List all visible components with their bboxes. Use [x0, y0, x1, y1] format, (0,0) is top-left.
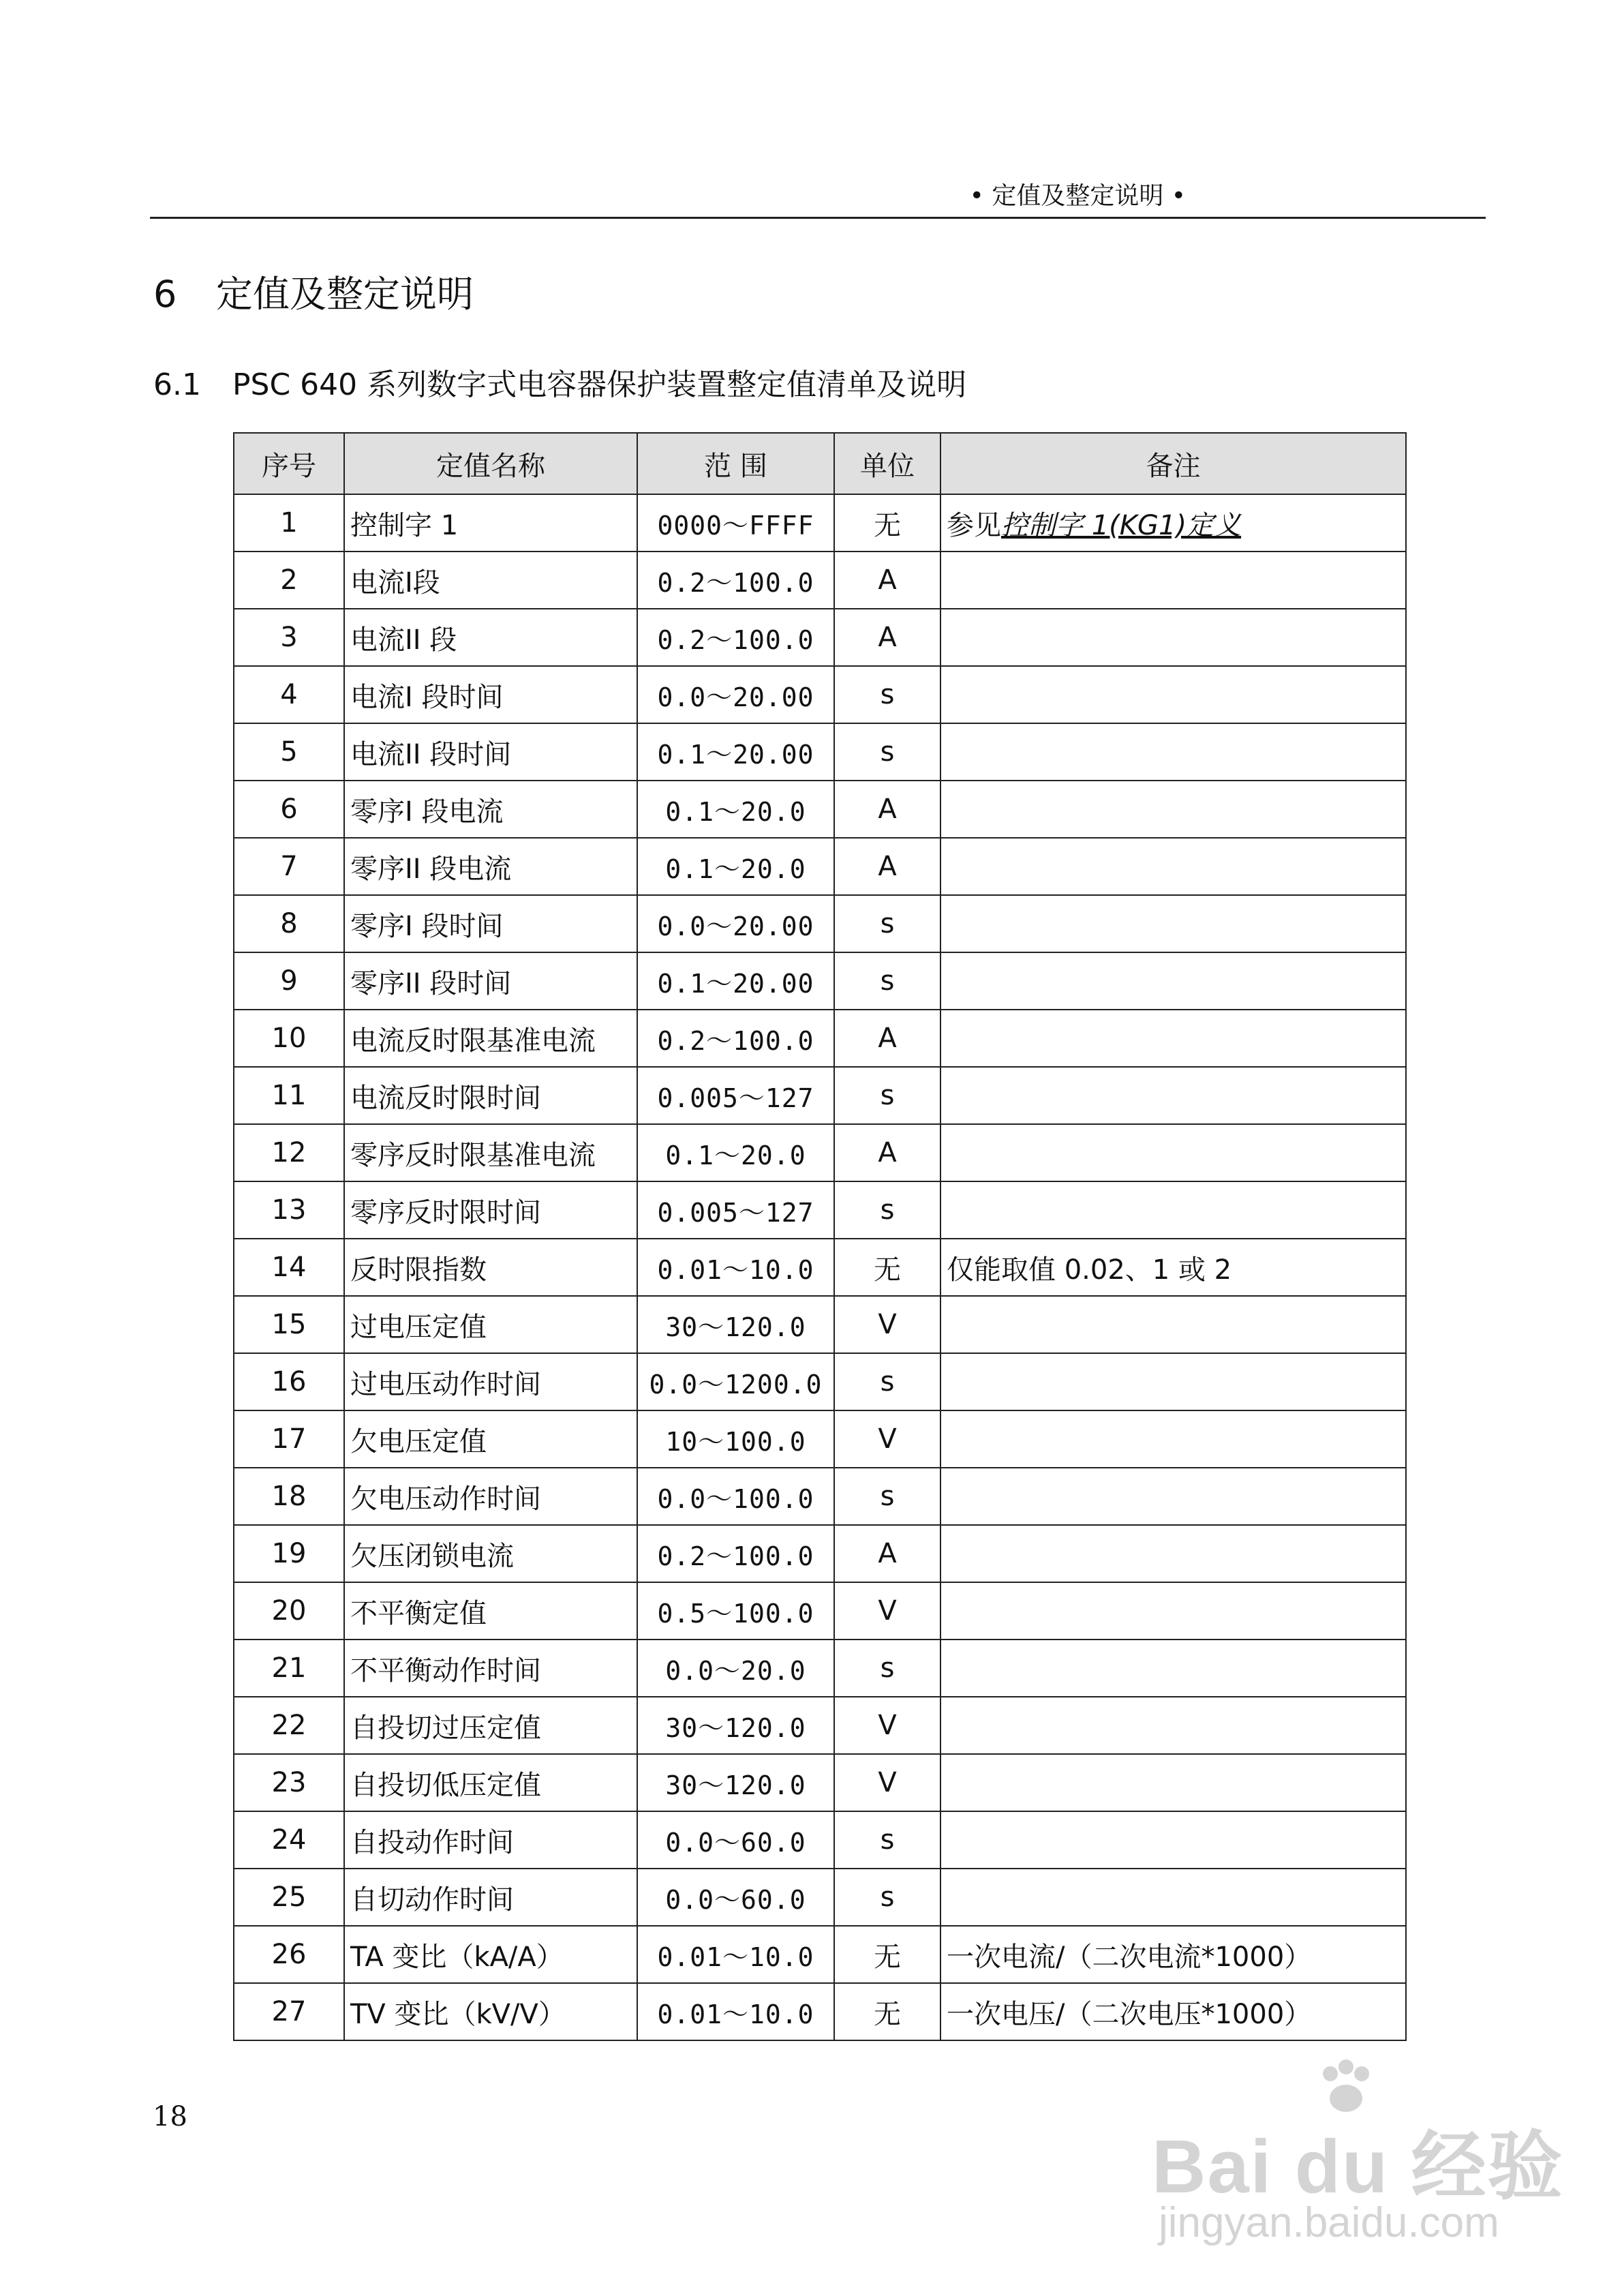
setting-name: 电流I 段时间: [344, 666, 637, 723]
row-number: 10: [234, 1010, 344, 1067]
setting-note: [940, 895, 1406, 952]
setting-note: [940, 1754, 1406, 1811]
setting-range: 30～120.0: [637, 1296, 834, 1353]
setting-range: 0.0～1200.0: [637, 1353, 834, 1410]
setting-name: 控制字 1: [344, 494, 637, 552]
setting-range: 0.005～127: [637, 1181, 834, 1239]
setting-range: 0.1～20.00: [637, 952, 834, 1010]
setting-unit: 无: [834, 494, 940, 552]
setting-note: 仅能取值 0.02、1 或 2: [940, 1239, 1406, 1296]
table-row: [234, 1754, 1406, 1811]
subsection-title-text: PSC 640 系列数字式电容器保护装置整定值清单及说明: [232, 367, 967, 402]
table-row: [234, 1010, 1406, 1067]
table-row: [234, 895, 1406, 952]
table-row: [234, 1239, 1406, 1296]
row-number: 4: [234, 666, 344, 723]
setting-note: [940, 1468, 1406, 1525]
column-header-note: 备注: [940, 433, 1406, 494]
section-number: 6: [153, 273, 177, 316]
setting-range: 0.1～20.00: [637, 723, 834, 781]
setting-range: 0.2～100.0: [637, 1525, 834, 1582]
table-row: [234, 1983, 1406, 2040]
table-row: [234, 1697, 1406, 1754]
setting-name: TA 变比（kA/A）: [344, 1926, 637, 1983]
running-header: • 定值及整定说明 •: [969, 182, 1186, 210]
row-number: 17: [234, 1410, 344, 1468]
setting-name: 过电压定值: [344, 1296, 637, 1353]
setting-note: 一次电流/（二次电流*1000）: [940, 1926, 1406, 1983]
setting-name: 零序I 段时间: [344, 895, 637, 952]
row-number: 14: [234, 1239, 344, 1296]
row-number: 26: [234, 1926, 344, 1983]
setting-note: [940, 552, 1406, 609]
page-number: 18: [153, 2101, 187, 2132]
row-number: 8: [234, 895, 344, 952]
row-number: 18: [234, 1468, 344, 1525]
row-number: 20: [234, 1582, 344, 1640]
setting-unit: A: [834, 838, 940, 895]
row-number: 12: [234, 1124, 344, 1181]
setting-note: 一次电压/（二次电压*1000）: [940, 1983, 1406, 2040]
setting-range: 0.0～20.00: [637, 895, 834, 952]
setting-unit: A: [834, 1124, 940, 1181]
setting-unit: 无: [834, 1926, 940, 1983]
setting-note: [940, 1640, 1406, 1697]
setting-note: [940, 1067, 1406, 1124]
setting-name: 反时限指数: [344, 1239, 637, 1296]
setting-unit: s: [834, 1468, 940, 1525]
setting-name: 欠电压定值: [344, 1410, 637, 1468]
column-header-name: 定值名称: [344, 433, 637, 494]
setting-note: [940, 952, 1406, 1010]
row-number: 27: [234, 1983, 344, 2040]
setting-unit: s: [834, 666, 940, 723]
setting-unit: s: [834, 1869, 940, 1926]
table-row: [234, 1124, 1406, 1181]
table-row: [234, 1353, 1406, 1410]
setting-note: [940, 666, 1406, 723]
subsection-title: [153, 361, 966, 409]
setting-note: [940, 1124, 1406, 1181]
setting-unit: V: [834, 1296, 940, 1353]
table-row: [234, 1640, 1406, 1697]
watermark-brand: Bai du 经验: [1152, 2125, 1564, 2209]
table-row: [234, 1926, 1406, 1983]
setting-name: 电流反时限基准电流: [344, 1010, 637, 1067]
settings-table: [233, 432, 1407, 2041]
setting-range: 0.2～100.0: [637, 609, 834, 666]
setting-unit: V: [834, 1754, 940, 1811]
setting-range: 0.1～20.0: [637, 838, 834, 895]
setting-note: [940, 609, 1406, 666]
header-rule: [150, 217, 1486, 219]
setting-note: [940, 1353, 1406, 1410]
setting-name: 零序II 段时间: [344, 952, 637, 1010]
table-row: [234, 1410, 1406, 1468]
subsection-number: 6.1: [153, 367, 201, 402]
setting-unit: s: [834, 1353, 940, 1410]
setting-name: 自投切低压定值: [344, 1754, 637, 1811]
setting-note: [940, 1525, 1406, 1582]
setting-note: [940, 1410, 1406, 1468]
setting-range: 0.0～100.0: [637, 1468, 834, 1525]
setting-unit: V: [834, 1582, 940, 1640]
setting-unit: A: [834, 609, 940, 666]
setting-range: 0000～FFFF: [637, 494, 834, 552]
row-number: 9: [234, 952, 344, 1010]
setting-unit: s: [834, 1811, 940, 1869]
setting-range: 0.0～20.00: [637, 666, 834, 723]
setting-range: 0.0～60.0: [637, 1869, 834, 1926]
setting-unit: 无: [834, 1239, 940, 1296]
setting-unit: 无: [834, 1983, 940, 2040]
setting-range: 10～100.0: [637, 1410, 834, 1468]
setting-note: [940, 1869, 1406, 1926]
setting-range: 0.1～20.0: [637, 1124, 834, 1181]
setting-range: 0.01～10.0: [637, 1239, 834, 1296]
setting-name: 欠压闭锁电流: [344, 1525, 637, 1582]
setting-name: 电流Ⅰ段: [344, 552, 637, 609]
setting-range: 0.0～20.0: [637, 1640, 834, 1697]
setting-name: TV 变比（kV/V）: [344, 1983, 637, 2040]
table-row: [234, 1067, 1406, 1124]
setting-name: 欠电压动作时间: [344, 1468, 637, 1525]
setting-unit: V: [834, 1410, 940, 1468]
row-number: 5: [234, 723, 344, 781]
setting-range: 0.01～10.0: [637, 1983, 834, 2040]
table-row: [234, 609, 1406, 666]
setting-name: 自投切过压定值: [344, 1697, 637, 1754]
column-header-range: 范 围: [637, 433, 834, 494]
setting-unit: A: [834, 781, 940, 838]
table-row: [234, 1181, 1406, 1239]
table-row: [234, 1811, 1406, 1869]
table-row: [234, 952, 1406, 1010]
setting-note: [940, 1811, 1406, 1869]
setting-unit: s: [834, 723, 940, 781]
row-number: 2: [234, 552, 344, 609]
row-number: 21: [234, 1640, 344, 1697]
setting-note: [940, 1697, 1406, 1754]
setting-name: 自投动作时间: [344, 1811, 637, 1869]
setting-unit: s: [834, 1067, 940, 1124]
setting-range: 30～120.0: [637, 1697, 834, 1754]
setting-note: [940, 723, 1406, 781]
setting-name: 电流II 段时间: [344, 723, 637, 781]
setting-unit: s: [834, 1640, 940, 1697]
row-number: 7: [234, 838, 344, 895]
row-number: 11: [234, 1067, 344, 1124]
setting-range: 0.005～127: [637, 1067, 834, 1124]
row-number: 19: [234, 1525, 344, 1582]
row-number: 22: [234, 1697, 344, 1754]
note-prefix: 参见: [947, 509, 1001, 541]
row-number: 13: [234, 1181, 344, 1239]
setting-name: 不平衡动作时间: [344, 1640, 637, 1697]
column-header-unit: 单位: [834, 433, 940, 494]
row-number: 25: [234, 1869, 344, 1926]
setting-unit: A: [834, 1010, 940, 1067]
row-number: 3: [234, 609, 344, 666]
setting-range: 0.2～100.0: [637, 1010, 834, 1067]
setting-name: 零序反时限时间: [344, 1181, 637, 1239]
setting-note: [940, 1582, 1406, 1640]
setting-note: [940, 838, 1406, 895]
table-row: [234, 1869, 1406, 1926]
row-number: 1: [234, 494, 344, 552]
table-row: [234, 1468, 1406, 1525]
setting-range: 0.2～100.0: [637, 552, 834, 609]
table-row: [234, 1525, 1406, 1582]
table-row: [234, 494, 1406, 552]
setting-note: [940, 1181, 1406, 1239]
setting-note: [940, 494, 1406, 552]
setting-range: 30～120.0: [637, 1754, 834, 1811]
setting-unit: A: [834, 552, 940, 609]
row-number: 15: [234, 1296, 344, 1353]
setting-unit: s: [834, 1181, 940, 1239]
setting-range: 0.5～100.0: [637, 1582, 834, 1640]
setting-name: 过电压动作时间: [344, 1353, 637, 1410]
column-header-no: 序号: [234, 433, 344, 494]
setting-note: [940, 781, 1406, 838]
setting-name: 零序I 段电流: [344, 781, 637, 838]
table-body: [234, 494, 1406, 2040]
section-title-text: 定值及整定说明: [216, 273, 474, 316]
setting-name: 不平衡定值: [344, 1582, 637, 1640]
row-number: 24: [234, 1811, 344, 1869]
setting-name: 零序II 段电流: [344, 838, 637, 895]
table-row: [234, 552, 1406, 609]
setting-name: 电流反时限时间: [344, 1067, 637, 1124]
table-row: [234, 838, 1406, 895]
setting-name: 自切动作时间: [344, 1869, 637, 1926]
setting-unit: s: [834, 952, 940, 1010]
setting-range: 0.1～20.0: [637, 781, 834, 838]
table-header-row: [234, 433, 1406, 494]
kg1-definition-link[interactable]: 控制字 1(KG1)定义: [1001, 509, 1242, 541]
setting-range: 0.0～60.0: [637, 1811, 834, 1869]
row-number: 6: [234, 781, 344, 838]
table-row: [234, 666, 1406, 723]
setting-unit: s: [834, 895, 940, 952]
setting-note: [940, 1296, 1406, 1353]
table-row: [234, 1296, 1406, 1353]
setting-unit: A: [834, 1525, 940, 1582]
setting-name: 电流II 段: [344, 609, 637, 666]
section-title: [153, 267, 474, 322]
watermark: [1145, 2059, 1564, 2263]
table-row: [234, 723, 1406, 781]
table-row: [234, 1582, 1406, 1640]
row-number: 16: [234, 1353, 344, 1410]
setting-range: 0.01～10.0: [637, 1926, 834, 1983]
table-row: [234, 781, 1406, 838]
setting-unit: V: [834, 1697, 940, 1754]
setting-name: 零序反时限基准电流: [344, 1124, 637, 1181]
row-number: 23: [234, 1754, 344, 1811]
setting-note: [940, 1010, 1406, 1067]
watermark-url: jingyan.baidu.com: [1159, 2199, 1499, 2246]
